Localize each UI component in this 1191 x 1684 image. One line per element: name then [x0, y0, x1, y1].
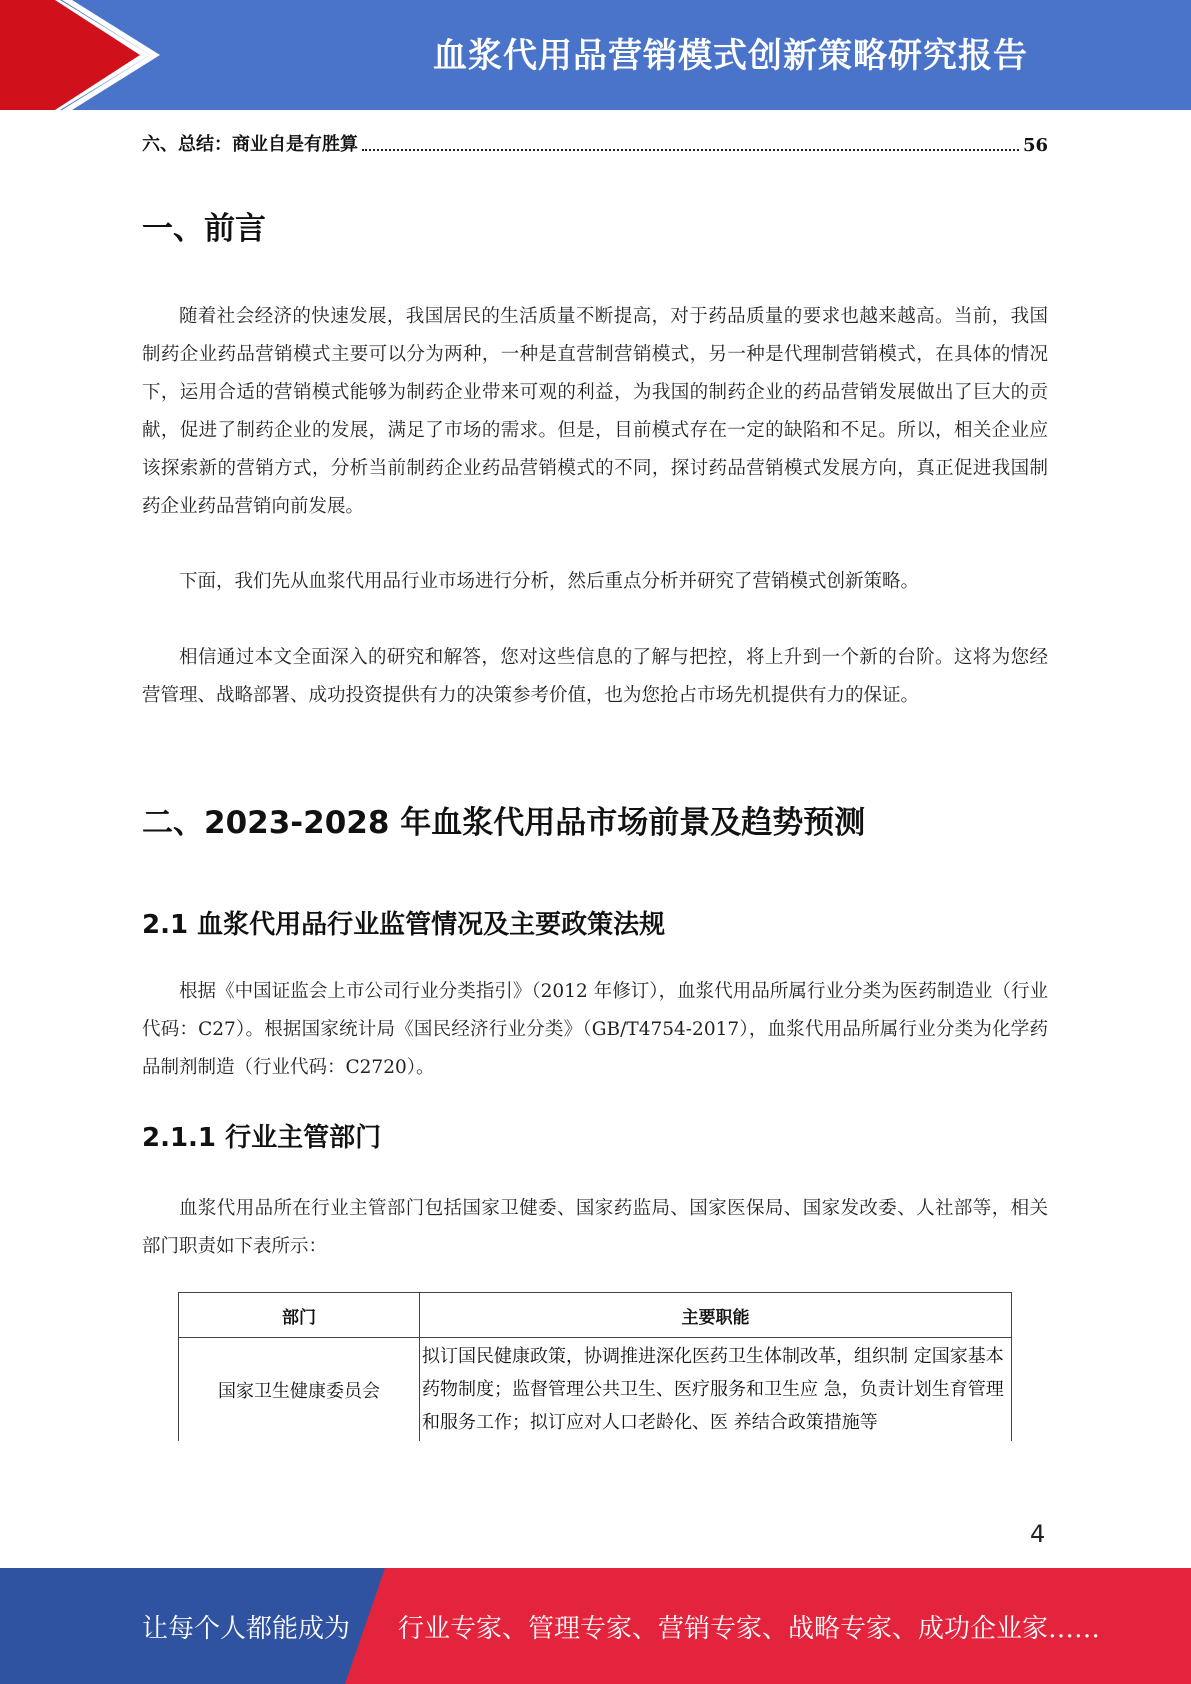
authorities-table: [178, 1292, 1012, 1441]
regulation-paragraph: 根据《中国证监会上市公司行业分类指引》（2012 年修订），血浆代用品所属行业分类为医药制造业（行业代码：C27）。根据国家统计局《国民经济行业分类》（GB/T4754-2017），血浆代用品所属行业分类为化学药品制剂制造（行业代码：C2720）。: [142, 981, 1048, 1078]
table-cell-dept: 国家卫生健康委员会: [179, 1338, 420, 1442]
toc-entry[interactable]: [142, 130, 1048, 156]
section-heading-preface: 一、前言: [142, 211, 266, 247]
preface-paragraph-2: 下面，我们先从血浆代用品行业市场进行分析，然后重点分析并研究了营销模式创新策略。: [179, 571, 920, 592]
table-header-function: 主要职能: [420, 1293, 1012, 1338]
footer-slogan-left: 让每个人都能成为: [142, 1614, 351, 1644]
preface-paragraph-1: 随着社会经济的快速发展，我国居民的生活质量不断提高，对于药品质量的要求也越来越高。当前，我国制药企业药品营销模式主要可以分为两种，一种是直营制营销模式，另一种是代理制营销模式，在具体的情况下，运用合适的营销模式能够为制药企业带来可观的利益，为我国的制药企业的药品营销发展做出了巨大的贡献，促进了制药企业的发展，满足了市场的需求。但是，目前模式存在一定的缺陷和不足。所以，相关企业应该探索新的营销方式，分析当前制药企业药品营销模式的不同，探讨药品营销模式发展方向，真正促进我国制药企业药品营销向前发展。: [142, 306, 1048, 517]
page-header: [0, 0, 1191, 110]
table-header-dept: 部门: [179, 1293, 420, 1338]
table-cell-function: 拟订国民健康政策，协调推进深化医药卫生体制改革，组织制 定国家基本药物制度；监督管理公共卫生、医疗服务和卫生应 急，负责计划生育管理和服务工作；拟订应对人口老龄化、医 养结合政策措施等: [420, 1338, 1012, 1442]
authorities-paragraph: 血浆代用品所在行业主管部门包括国家卫健委、国家药监局、国家医保局、国家发改委、人社部等，相关部门职责如下表所示：: [142, 1198, 1048, 1257]
page-number: 4: [1030, 1520, 1046, 1548]
preface-paragraph-3: 相信通过本文全面深入的研究和解答，您对这些信息的了解与把控，将上升到一个新的台阶。这将为您经营管理、战略部署、成功投资提供有力的决策参考价值，也为您抢占市场先机提供有力的保证。: [142, 647, 1048, 706]
report-title: 血浆代用品营销模式创新策略研究报告: [433, 36, 1028, 76]
table-header-row: [179, 1293, 1012, 1338]
toc-leader-dots: [362, 149, 1019, 151]
toc-entry-page: 56: [1022, 135, 1048, 156]
section-heading-market-outlook: 二、2023-2028 年血浆代用品市场前景及趋势预测: [142, 805, 866, 841]
subsection-heading-regulation: 2.1 血浆代用品行业监管情况及主要政策法规: [142, 910, 666, 940]
header-chevron-graphic: [0, 0, 160, 110]
footer-slogan-right: 行业专家、管理专家、营销专家、战略专家、成功企业家……: [398, 1614, 1101, 1644]
subsection-heading-authorities: 2.1.1 行业主管部门: [142, 1123, 382, 1153]
table-row: [179, 1338, 1012, 1442]
toc-entry-label: 六、总结：商业自是有胜算: [142, 134, 358, 155]
page-footer: [0, 1568, 1191, 1684]
